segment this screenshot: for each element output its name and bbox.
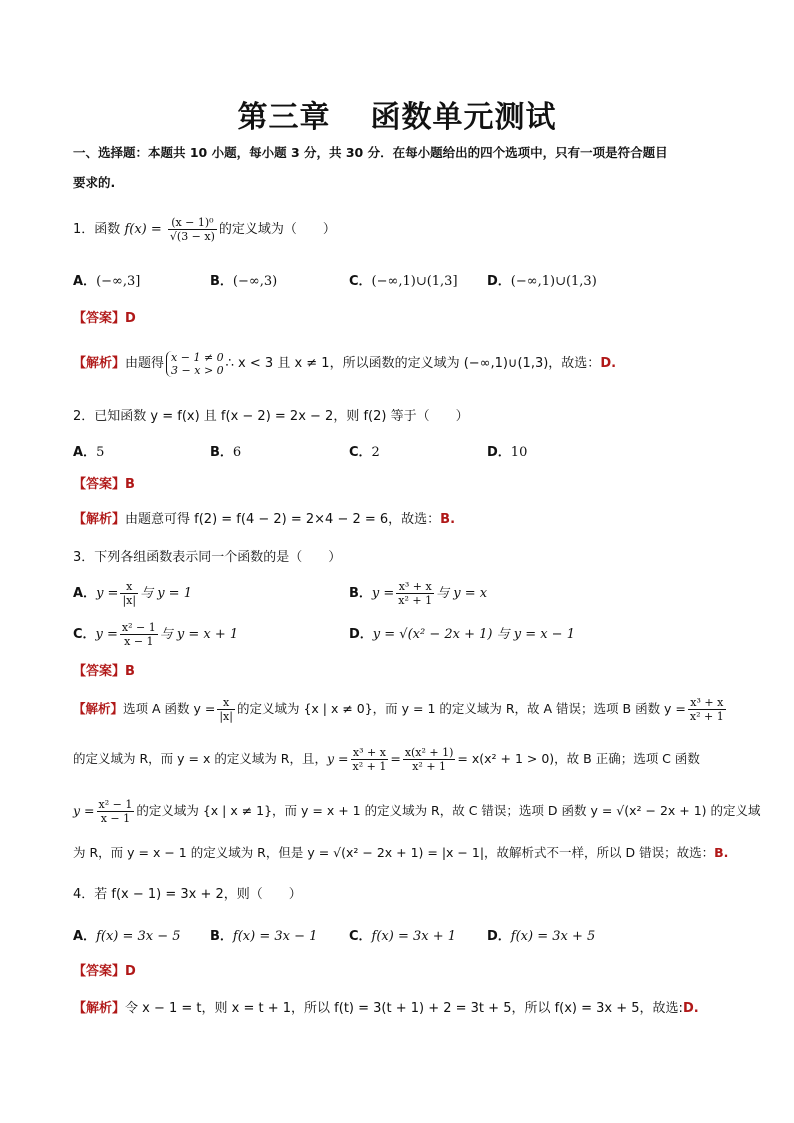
q2-option-b[interactable]: B．6: [210, 445, 242, 460]
q2-option-a[interactable]: A．5: [73, 445, 105, 460]
q2-option-d[interactable]: D．10: [487, 445, 528, 460]
q3-explanation-line1: 【解析】选项 A 函数 y = $\frac{x}{|x|}$ 的定义域为 {x | x ≠ 0}，而 y = 1 的定义域为 R，故 A 错误；选项 B 函数 y = $\frac{\text{x³ + x}}{\text{x² + 1}}$: [73, 696, 724, 723]
q2-explanation: 【解析】由题意可得 f(2) = f(4 − 2) = 2×4 − 2 = 6，故选：B.: [73, 512, 456, 527]
q4-answer: 【答案】D: [73, 964, 136, 979]
question-text: 的定义域为（ ）: [218, 222, 336, 237]
q3-explanation-line2: 的定义域为 R，而 y = x 的定义域为 R，且，y = $\frac{\text{x³ + x}}{\text{x² + 1}}$ = $\frac{\text{x(x² + 1)}}{\text{x² + 1}}$ = x(x² + 1 > 0)，故 B 正确；选项 C 函数: [73, 746, 700, 773]
q1-option-d[interactable]: D．(−∞,1)∪(1,3): [487, 274, 597, 289]
question-3: 3．下列各组函数表示同一个函数的是（ ）: [73, 550, 342, 565]
q1-explanation: 【解析】由题得 x − 1 ≠ 0 3 − x > 0 ∴ x < 3 且 x ≠ 1，所以函数的定义域为 (−∞,1)∪(1,3)，故选：D.: [73, 350, 617, 377]
q4-option-d[interactable]: D．f(x) = 3x + 5: [487, 929, 596, 944]
question-text: 函数: [94, 222, 121, 237]
q4-explanation: 【解析】令 x − 1 = t，则 x = t + 1，所以 f(t) = 3(t + 1) + 2 = 3t + 5，所以 f(x) = 3x + 5，故选:D.: [73, 1001, 699, 1016]
q3-explanation-line3: y = $\frac{\text{x² − 1}}{x - 1}$ 的定义域为 {x | x ≠ 1}，而 y = x + 1 的定义域为 R，故 C 错误；选项 D 函数 y = √(x² − 2x + 1) 的定义域: [73, 798, 761, 825]
q3-explanation-line4: 为 R，而 y = x − 1 的定义域为 R，但是 y = √(x² − 2x + 1) = |x − 1|，故解析式不一样，所以 D 错误；故选：B.: [73, 845, 729, 860]
equation-system: x − 1 ≠ 0 3 − x > 0: [166, 351, 224, 377]
math-expr: f(x) =: [124, 222, 162, 237]
q3-option-b[interactable]: B．y = $\frac{\text{x³ + x}}{\text{x² + 1}}$ 与 y = x: [349, 580, 488, 607]
q3-option-d[interactable]: D．y = √(x² − 2x + 1) 与 y = x − 1: [349, 627, 575, 642]
q1-option-b[interactable]: B．(−∞,3): [210, 274, 278, 289]
q4-option-c[interactable]: C．f(x) = 3x + 1: [349, 929, 457, 944]
q4-option-a[interactable]: A．f(x) = 3x − 5: [73, 929, 181, 944]
q2-answer: 【答案】B: [73, 477, 135, 492]
q3-option-c[interactable]: C．y = $\frac{\text{x² − 1}}{x - 1}$ 与 y = x + 1: [73, 621, 239, 648]
question-1: [73, 215, 724, 245]
section-instructions-cont: 要求的.: [73, 175, 116, 190]
q3-answer: 【答案】B: [73, 664, 135, 679]
q1-answer: 【答案】D: [73, 311, 136, 326]
question-number: 1．: [73, 222, 95, 237]
chapter-label: 第三章: [237, 100, 331, 135]
question-4: 4．若 f(x − 1) = 3x + 2，则（ ）: [73, 887, 302, 902]
q3-option-a[interactable]: A．y = $\frac{x}{|x|}$ 与 y = 1: [73, 580, 192, 607]
q1-option-c[interactable]: C．(−∞,1)∪(1,3]: [349, 274, 458, 289]
question-2: 2．已知函数 y = f(x) 且 f(x − 2) = 2x − 2，则 f(2) 等于（ ）: [73, 409, 469, 424]
chapter-name: 函数单元测试: [370, 100, 557, 135]
q2-option-c[interactable]: C．2: [349, 445, 380, 460]
q4-option-b[interactable]: B．f(x) = 3x − 1: [210, 929, 318, 944]
section-instructions: 一、选择题：本题共 10 小题，每小题 3 分，共 30 分．在每小题给出的四个选项中，只有一项是符合题目: [73, 145, 668, 160]
fraction: $\frac{\text{(x − 1)⁰}}{√(3 - x)}$: [169, 216, 215, 243]
q1-option-a[interactable]: A．(−∞,3]: [73, 274, 141, 289]
page-title: [0, 92, 794, 136]
